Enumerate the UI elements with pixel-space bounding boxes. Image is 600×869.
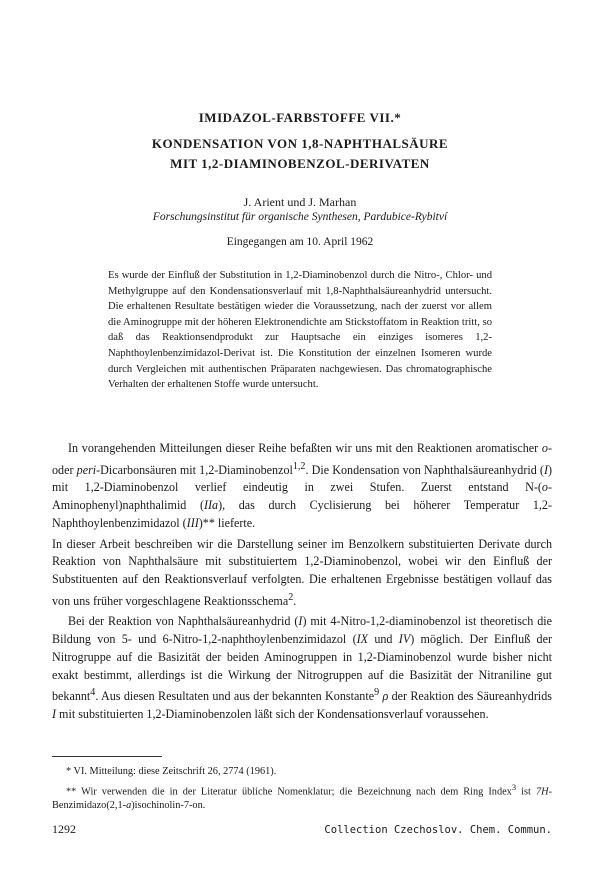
text-run: ) mit 4-Nitro-1,2-diaminobenzol ist theoretisch die Bildung von 5- und 6-Nitro-1,2-naphthoylenbenzimidazol (	[52, 614, 552, 647]
authors: J. Arient und J. Marhan	[243, 195, 357, 209]
text-run: mit substituierten 1,2-Diaminobenzolen läßt sich der Kondensationsverlauf voraussehen.	[56, 706, 489, 721]
text-run: ** Wir verwenden die in der Literatur übliche Nomenklatur; die Bezeichnung nach dem Ring Index	[66, 785, 512, 797]
compound-ref: I	[52, 706, 57, 721]
text-run: o-	[541, 441, 552, 455]
text-run: ) möglich. Der Einfluß der Nitrogruppe auf die Basizität der beiden Aminogruppen in 1,2-Diaminobenzol wurde bisher nicht exakt bestimmt, allerdings ist die Wirkung der Nitrogruppen auf die Basizität der Nitraniline gut bekannt	[52, 632, 552, 704]
text-run: ist	[516, 785, 536, 797]
text-run: In dieser Arbeit beschreiben wir die Darstellung seiner im Benzolkern substituierten Derivate durch Reaktion von Naphthalsäure mit substituiertem 1,2-Diaminobenzol, wobei wir den Einfluß der Substituenten auf den Reaktionsverlauf verfolgten. Die erhaltenen Ergebnisse bestätigen vollauf das von uns früher vorgeschlagene Reaktionsschema	[52, 536, 552, 608]
text-run: und	[368, 632, 399, 647]
affiliation: Forschungsinstitut für organische Synthesen, Pardubice-Rybitví	[152, 211, 448, 223]
text-run: )isochinolin-7-on.	[131, 800, 206, 812]
text-run: -Benzimidazo(2,1-	[52, 785, 552, 812]
text-run: oder	[52, 462, 77, 477]
text-run: ), das durch Cyclisierung bei höherer Temperatur 1,2-Naphthoylenbenzimidazol (	[52, 498, 552, 530]
text-run: -Dicarbonsäuren mit 1,2-Diaminobenzol	[96, 462, 293, 477]
body-text	[52, 440, 552, 724]
text-run: peri	[76, 462, 97, 477]
text-run: . Aus diesen Resultaten und aus der bekannten Konstante	[95, 689, 375, 704]
compound-ref: I	[543, 462, 548, 477]
series-title: IMIDAZOL-FARBSTOFFE VII.*	[198, 110, 402, 125]
page-number: 1292	[52, 822, 76, 836]
text-run: a	[126, 800, 132, 812]
compound-ref: IX	[356, 632, 369, 647]
paragraph-2	[52, 536, 552, 611]
compound-ref: III	[186, 515, 199, 530]
compound-ref: IV	[398, 632, 411, 647]
citation-ref: 1,2	[292, 460, 306, 472]
title-line-2: MIT 1,2-DIAMINOBENZOL-DERIVATEN	[170, 156, 430, 171]
journal-name: Collection Czechoslov. Chem. Commun.	[324, 824, 552, 836]
text-run: )** lieferte.	[198, 515, 256, 530]
text-run: ) mit 1,2-Diaminobenzol verlief eindeutig in zwei Stufen. Zuerst entstand N-(	[52, 462, 552, 495]
text-run: .	[293, 593, 297, 608]
text-run: o	[541, 480, 548, 495]
compound-ref: I	[298, 614, 303, 629]
title-line-1: KONDENSATION VON 1,8-NAPHTHALSÄURE	[151, 136, 449, 151]
citation-ref: 4	[90, 687, 96, 699]
text-run: 7H	[535, 785, 549, 797]
footnote-1: * VI. Mitteilung: diese Zeitschrift 26, 2774 (1961).	[66, 766, 277, 777]
text-run: . Die Kondensation von Naphthalsäureanhydrid (	[305, 462, 544, 477]
received-date: Eingegangen am 10. April 1962	[226, 236, 374, 248]
text-run: In vorangehenden Mitteilungen dieser Reihe befaßten wir uns mit den Reaktionen aromatischer	[68, 441, 542, 455]
text-run: -Aminophenyl)naphthalimid (	[52, 480, 552, 513]
paragraph-1	[52, 440, 552, 533]
footnotes	[52, 765, 552, 814]
text-run: der Reaktion des Säureanhydrids	[388, 689, 552, 704]
rho-symbol: ρ	[382, 689, 389, 704]
compound-ref: IIa	[203, 498, 219, 513]
text-run: Bei der Reaktion von Naphthalsäureanhydrid (	[68, 614, 299, 629]
footnote-rule	[52, 756, 162, 757]
citation-ref: 2	[288, 591, 294, 603]
paragraph-3	[52, 613, 552, 723]
citation-ref: 3	[511, 781, 517, 792]
citation-ref: 9	[374, 687, 380, 699]
abstract: Es wurde der Einfluß der Substitution in 1,2-Diaminobenzol durch die Nitro-, Chlor- und Methylgruppe auf den Kondensationsverlauf mit 1,8-Naphthalsäureanhydrid untersucht. Die erhaltenen Resultate bestätigen wieder die Voraussetzung, nach der zuerst vor allem die Aminogruppe mit der höheren Elektronendichte am Stickstoffatom in Reaktion tritt, so daß das Reaktionsendprodukt zur Hauptsache ein einziges isomeres 1,2-Naphthoylenbenzimidazol-Derivat ist. Die Konstitution der einzelnen Isomeren wurde durch Vergleichen mit authentischen Präparaten nachgewiesen. Das chromatographische Verhalten der erhaltenen Stoffe wurde untersucht.	[108, 270, 492, 391]
footnote-2	[52, 780, 552, 814]
